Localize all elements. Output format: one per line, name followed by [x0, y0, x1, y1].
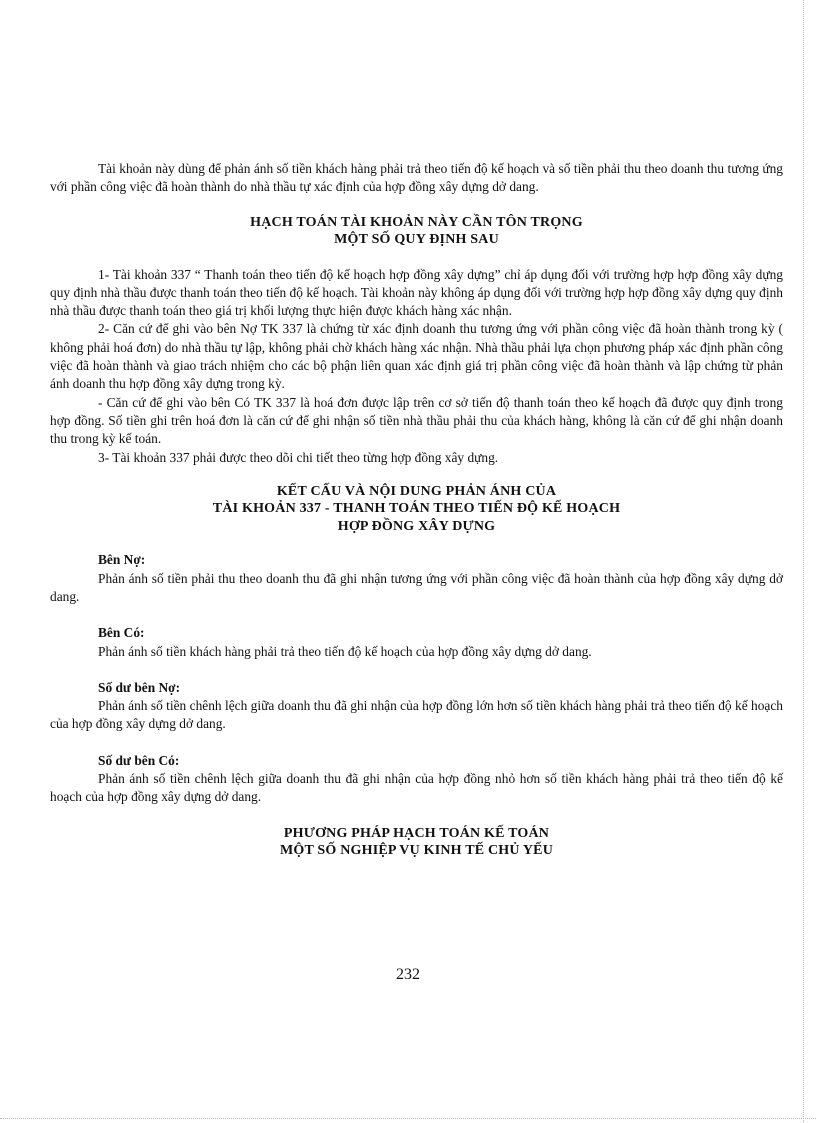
section-debit-balance: [50, 679, 783, 734]
section-text: Phản ánh số tiền chênh lệch giữa doanh thu đã ghi nhận của hợp đồng nhỏ hơn số tiền khách hàng phải trả theo tiến độ kế hoạch của hợp đồng xây dựng dở dang.: [50, 771, 783, 805]
heading-line: KẾT CẤU VÀ NỘI DUNG PHẢN ÁNH CỦA: [276, 483, 557, 499]
section-credit-balance: [50, 752, 783, 807]
section-text: Phản ánh số tiền khách hàng phải trả theo tiến độ kế hoạch của hợp đồng xây dựng dở dang.: [98, 643, 592, 659]
heading-line: MỘT SỐ QUY ĐỊNH SAU: [334, 232, 499, 248]
section-label: Bên Có:: [98, 625, 145, 641]
page-border-right: [803, 0, 804, 1123]
section-debit: [50, 551, 783, 606]
section-label: Bên Nợ:: [98, 552, 146, 568]
heading-line: PHƯƠNG PHÁP HẠCH TOÁN KẾ TOÁN: [283, 825, 550, 841]
heading-line: TÀI KHOẢN 337 - THANH TOÁN THEO TIẾN ĐỘ KẾ HOẠCH: [212, 501, 621, 517]
heading-regulations: [50, 214, 783, 249]
heading-line: MỘT SỐ NGHIỆP VỤ KINH TẾ CHỦ YẾU: [279, 843, 554, 859]
heading-method: [50, 825, 783, 860]
heading-line: HẠCH TOÁN TÀI KHOẢN NÀY CẦN TÔN TRỌNG: [250, 214, 583, 230]
section-label: Số dư bên Có:: [98, 752, 180, 768]
section-label: Số dư bên Nợ:: [98, 679, 181, 695]
rule-paragraph: 2- Căn cứ để ghi vào bên Nợ TK 337 là chứng từ xác định doanh thu tương ứng với phần công việc đã hoàn thành trong kỳ ( không phải hoá đơn) do nhà thầu tự lập, không phải chờ khách hàng xác nhận. Nhà thầu phải lựa chọn phương pháp xác định phần công việc đã hoàn thành và giao trách nhiệm cho các bộ phận liên quan xác định giá trị phần công việc đã hoàn thành và lập chứng từ phản ánh doanh thu hợp đồng xây dựng trong kỳ.: [50, 321, 783, 392]
section-text: Phản ánh số tiền chênh lệch giữa doanh thu đã ghi nhận của hợp đồng lớn hơn số tiền khách hàng phải trả theo tiến độ kế hoạch của hợp đồng xây dựng dở dang.: [50, 698, 783, 732]
rule-paragraph: 3- Tài khoản 337 phải được theo dõi chi tiết theo từng hợp đồng xây dựng.: [98, 449, 499, 465]
section-credit: [50, 624, 783, 661]
rule-paragraph: - Căn cứ để ghi vào bên Có TK 337 là hoá đơn được lập trên cơ sở tiến độ thanh toán theo kế hoạch đã được quy định trong hợp đồng. Số tiền ghi trên hoá đơn là căn cứ để ghi nhận số tiền nhà thầu phải thu của khách hàng, không là căn cứ để ghi nhận doanh thu trong kỳ kế toán.: [50, 394, 783, 447]
heading-line: HỢP ĐỒNG XÂY DỰNG: [337, 518, 496, 534]
page-content: [50, 160, 783, 860]
rule-paragraph: 1- Tài khoản 337 “ Thanh toán theo tiến độ kế hoạch hợp đồng xây dựng” chỉ áp dụng đối với trường hợp hợp đồng xây dựng quy định nhà thầu được thanh toán theo tiến độ kế hoạch. Tài khoản này không áp dụng đối với trường hợp hợp đồng xây dựng quy định nhà thầu được thanh toán theo giá trị khối lượng thực hiện được khách hàng xác nhận.: [50, 266, 783, 319]
intro-paragraph: Tài khoản này dùng để phản ánh số tiền khách hàng phải trả theo tiến độ kế hoạch và số tiền phải thu theo doanh thu tương ứng với phần công việc đã hoàn thành do nhà thầu tự xác định của hợp đồng xây dựng dở dang.: [50, 161, 783, 195]
heading-structure: [50, 483, 783, 536]
page-number: 232: [396, 966, 420, 983]
page-border-bottom: [0, 1118, 816, 1119]
section-text: Phản ánh số tiền phải thu theo doanh thu đã ghi nhận tương ứng với phần công việc đã hoàn thành của hợp đồng xây dựng dở dang.: [50, 570, 783, 604]
